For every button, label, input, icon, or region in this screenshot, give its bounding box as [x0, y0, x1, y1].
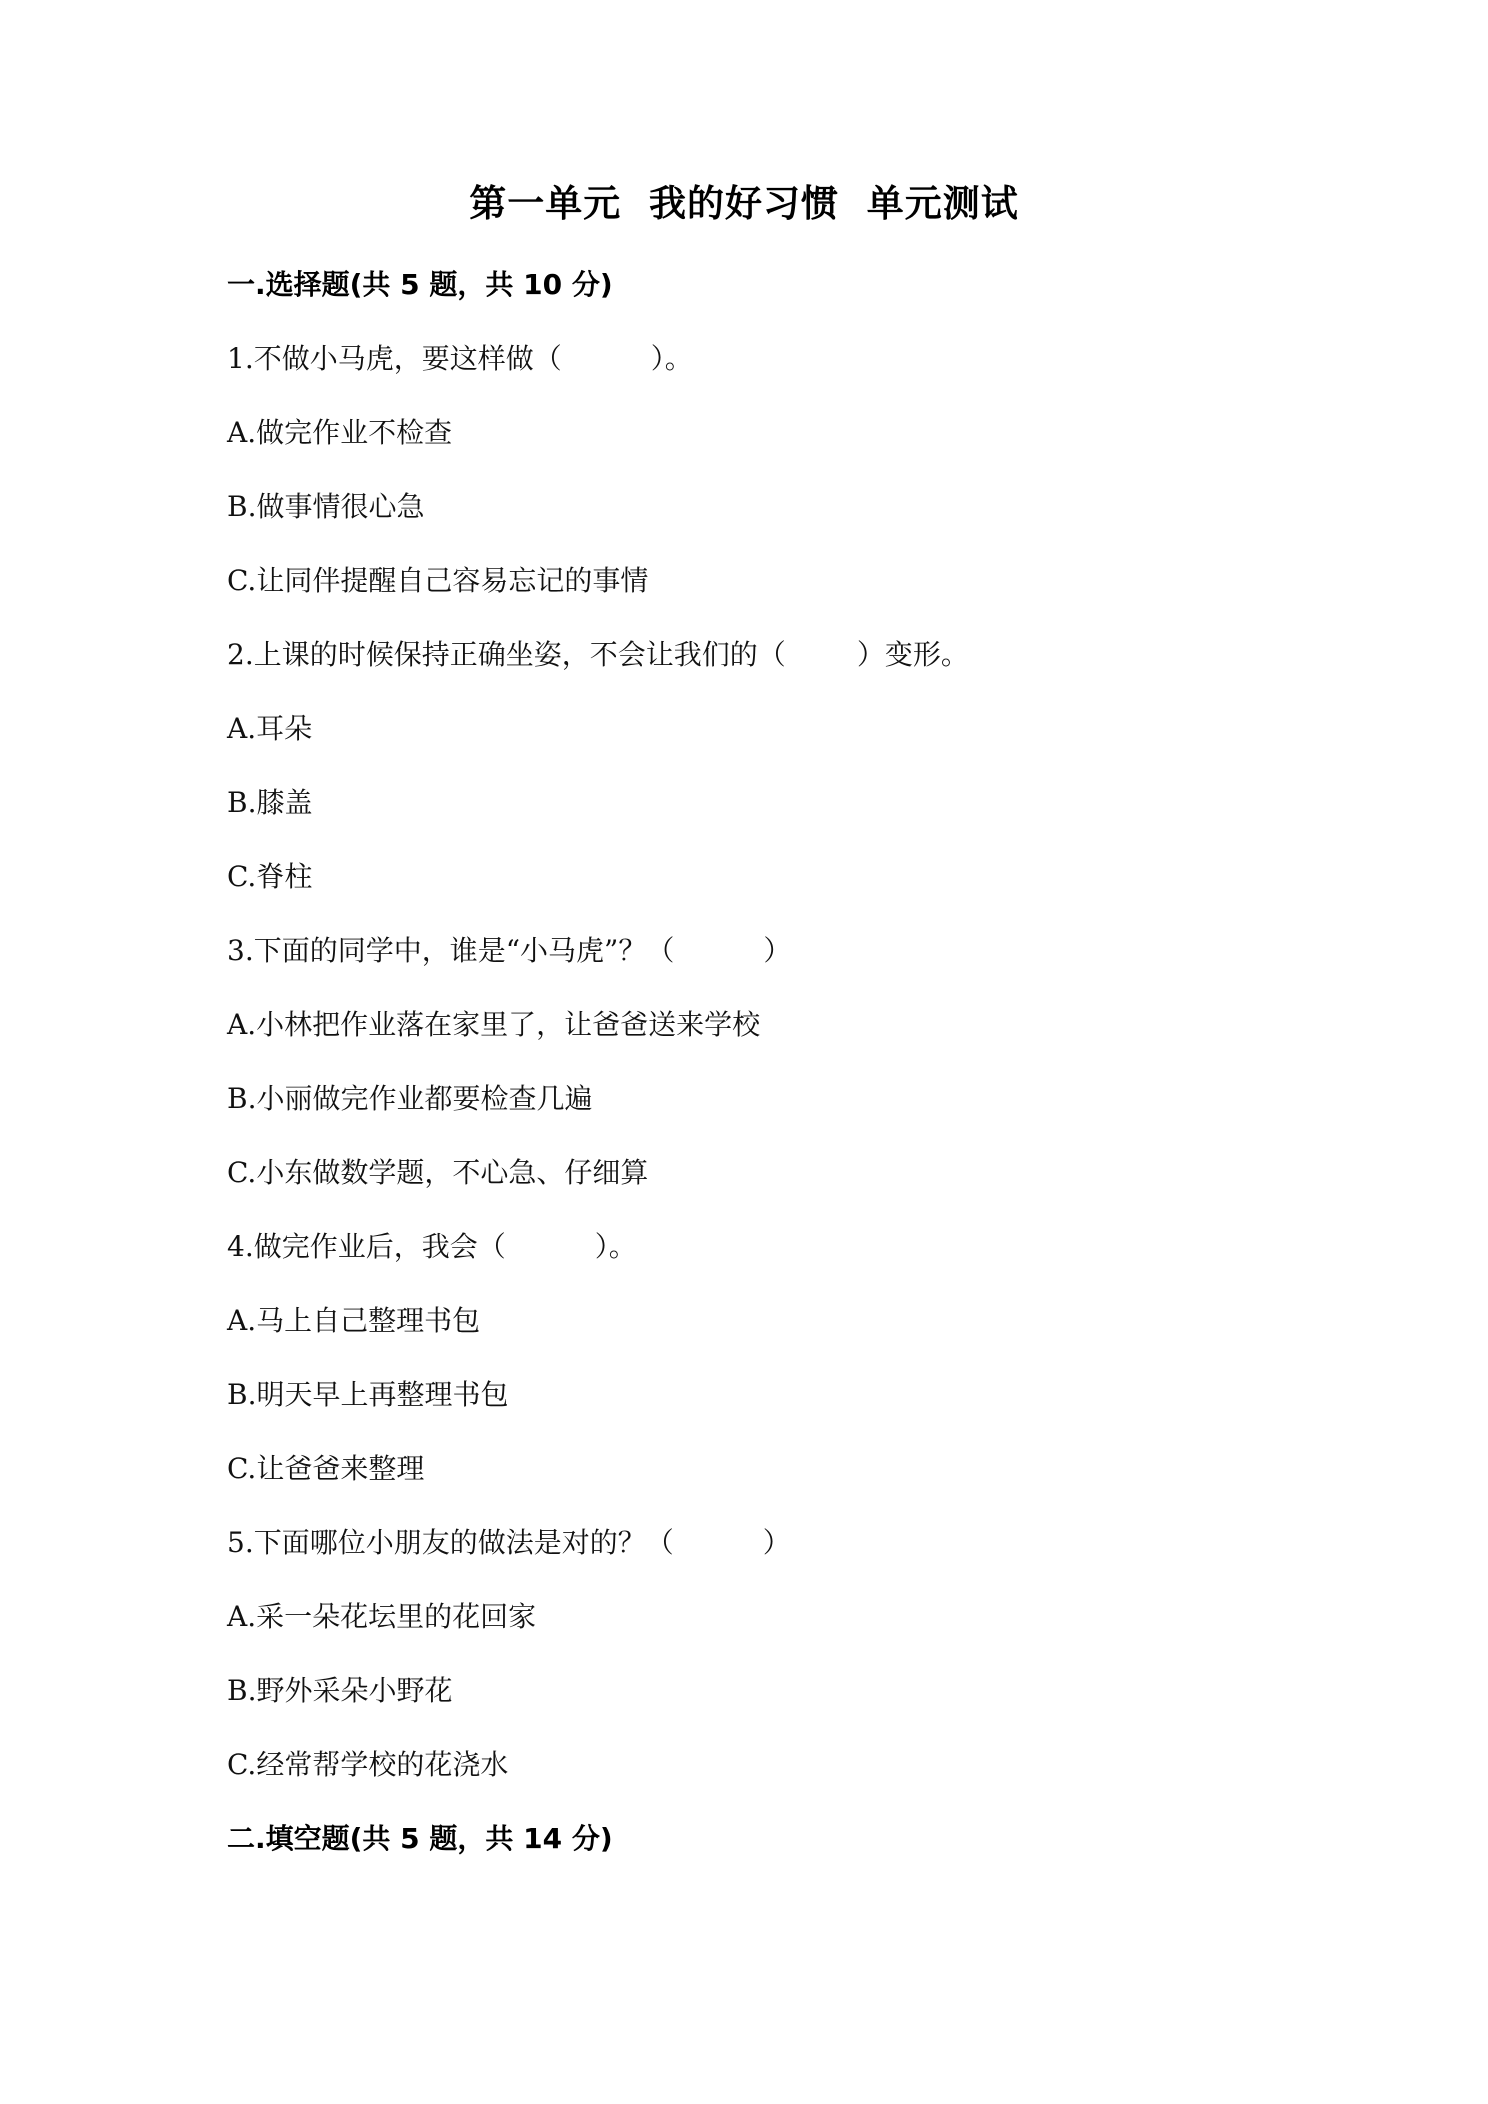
section-heading-fill-in-blank: 二.填空题(共 5 题，共 14 分) — [227, 1822, 613, 1855]
page-title: 第一单元 我的好习惯 单元测试 — [469, 182, 1019, 225]
question-2-stem: 2.上课的时候保持正确坐姿，不会让我们的（ ）变形。 — [227, 638, 969, 671]
question-3-option-c: C.小东做数学题，不心急、仔细算 — [227, 1156, 649, 1189]
question-2-option-a: A.耳朵 — [227, 712, 313, 745]
question-5-option-c: C.经常帮学校的花浇水 — [227, 1748, 509, 1781]
question-2-option-c: C.脊柱 — [227, 860, 313, 893]
question-4-option-a: A.马上自己整理书包 — [227, 1304, 481, 1337]
question-1-option-c: C.让同伴提醒自己容易忘记的事情 — [227, 564, 649, 597]
question-1-stem: 1.不做小马虎，要这样做（ ）。 — [227, 342, 693, 375]
question-2-option-b: B.膝盖 — [227, 786, 313, 819]
question-4-option-c: C.让爸爸来整理 — [227, 1452, 425, 1485]
question-1-option-a: A.做完作业不检查 — [227, 416, 453, 449]
question-5-option-a: A.采一朵花坛里的花回家 — [227, 1600, 537, 1633]
question-3-stem: 3.下面的同学中，谁是“小马虎”？（ ） — [227, 934, 792, 967]
question-4-option-b: B.明天早上再整理书包 — [227, 1378, 509, 1411]
question-1-option-b: B.做事情很心急 — [227, 490, 425, 523]
question-5-option-b: B.野外采朵小野花 — [227, 1674, 453, 1707]
section-heading-multiple-choice: 一.选择题(共 5 题，共 10 分) — [227, 268, 613, 301]
question-3-option-b: B.小丽做完作业都要检查几遍 — [227, 1082, 593, 1115]
question-3-option-a: A.小林把作业落在家里了，让爸爸送来学校 — [227, 1008, 761, 1041]
question-4-stem: 4.做完作业后，我会（ ）。 — [227, 1230, 637, 1263]
question-5-stem: 5.下面哪位小朋友的做法是对的？（ ） — [227, 1526, 791, 1559]
